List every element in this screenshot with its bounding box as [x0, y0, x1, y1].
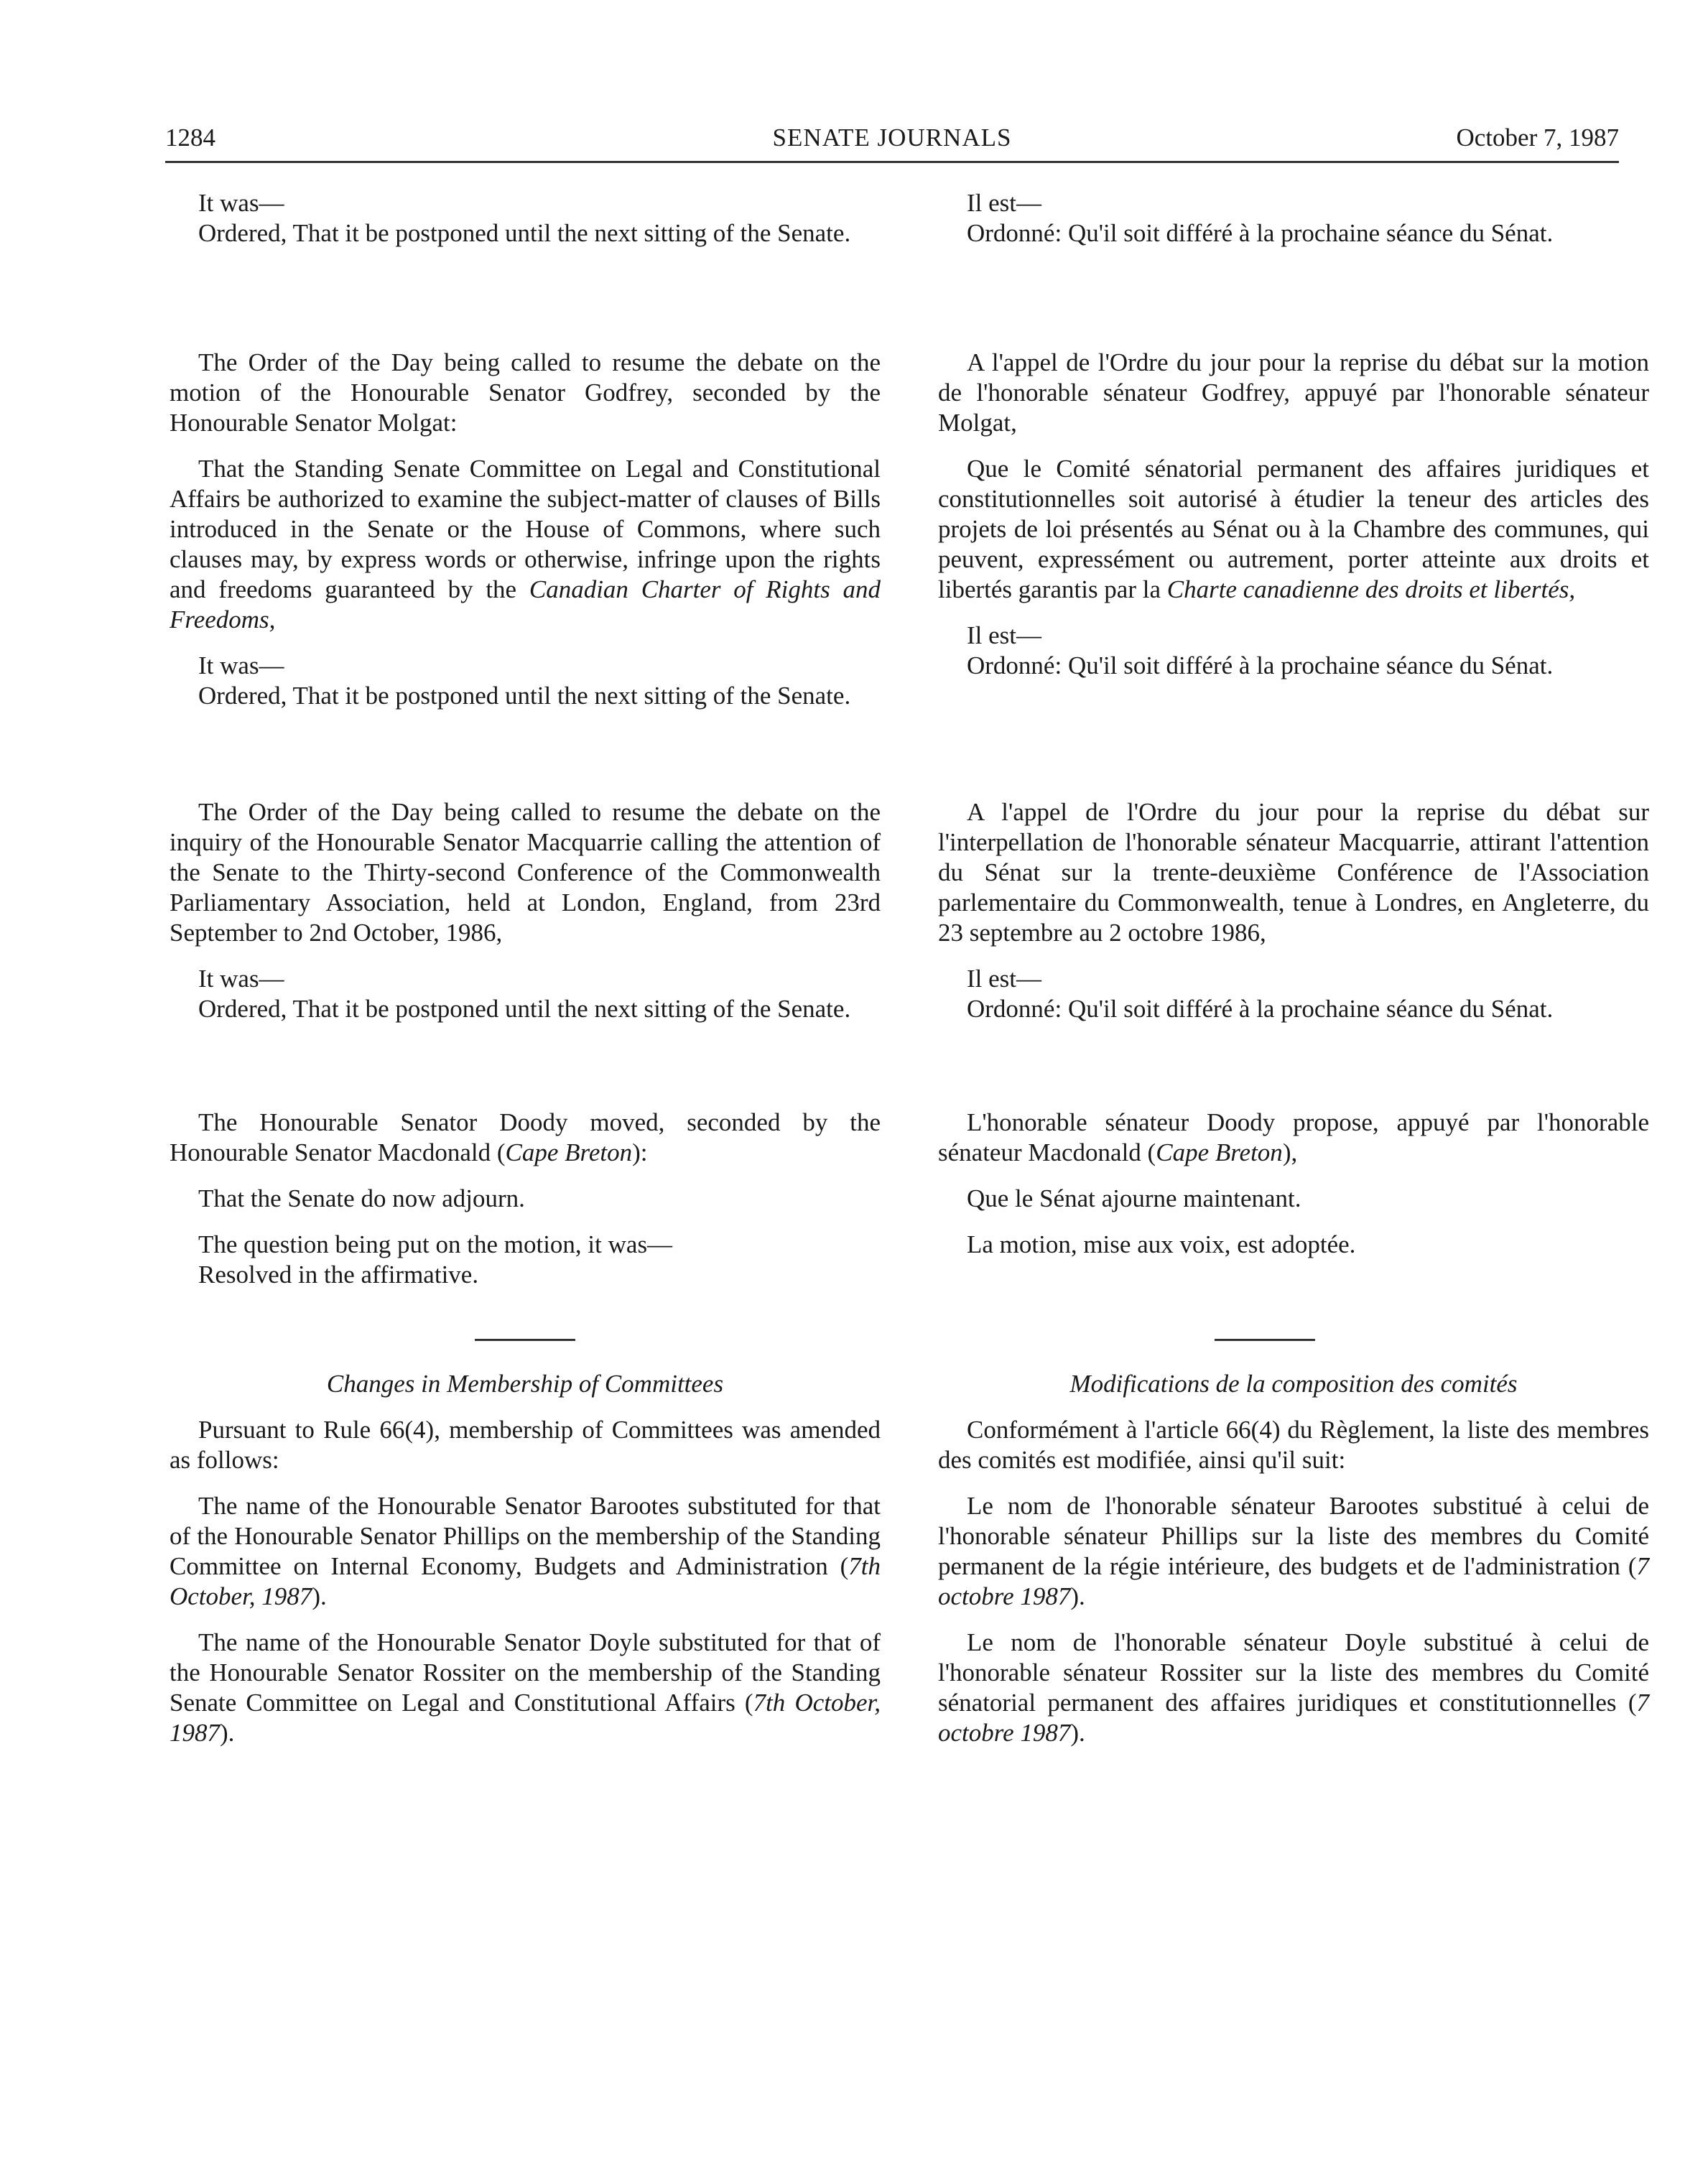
en-resolved: Resolved in the affirmative.	[198, 1261, 479, 1289]
fr-ordonne: Ordonné: Qu'il soit différé à la prochaine séance du Sénat.	[967, 995, 1554, 1023]
page-number: 1284	[165, 124, 215, 152]
en-doyle-change: The name of the Honourable Senator Doyle substituted for that of the Honourable Senator Rossiter on the membership of the Standing Senate Committee on Legal and Constitutional Affairs (7th October, 1987).	[170, 1628, 881, 1747]
fr-block-1	[938, 188, 1649, 249]
fr-membership-section	[938, 1369, 1649, 1748]
fr-barootes-change: Le nom de l'honorable sénateur Barootes substitué à celui de l'honorable sénateur Phillips sur la liste des membres du Comité permanent de la régie intérieure, des budgets et de l'administration (7 octobre 1987).	[938, 1492, 1649, 1610]
fr-motion-adoptee: La motion, mise aux voix, est adoptée.	[967, 1230, 1356, 1258]
en-barootes-change: The name of the Honourable Senator Barootes substituted for that of the Honourable Senator Phillips on the membership of the Standing Committee on Internal Economy, Budgets and Administration (7th October, 1987).	[170, 1492, 881, 1610]
fr-charter-title: Charte canadienne des droits et libertés,	[1166, 575, 1576, 603]
fr-appel-macquarrie: A l'appel de l'Ordre du jour pour la reprise du débat sur l'interpellation de l'honorable sénateur Macquarrie, attirant l'attention du Sénat sur la trente-deuxième Conférence de l'Association parlementaire du Commonwealth, tenue à Londres, en Angleterre, du 23 septembre au 2 octobre 1986,	[938, 798, 1649, 947]
en-block-2	[170, 348, 881, 711]
fr-article-66: Conformément à l'article 66(4) du Règlement, la liste des membres des comités est modifiée, ainsi qu'il suit:	[938, 1416, 1649, 1474]
fr-motion-text: Que le Comité sénatorial permanent des affaires juridiques et constitutionnelles soit autorisé à étudier la teneur des articles des projets de loi présentés au Sénat ou à la Chambre des communes, qui peuvent, expressément ou autrement, porter atteinte aux droits et libertés garantis par la Charte canadienne des droits et libertés,	[938, 455, 1649, 603]
en-rule-66: Pursuant to Rule 66(4), membership of Committees was amended as follows:	[170, 1416, 881, 1474]
en-question-put: The question being put on the motion, it was—	[198, 1230, 673, 1258]
en-it-was: It was—	[198, 965, 284, 993]
en-it-was: It was—	[198, 189, 284, 217]
fr-il-est: Il est—	[967, 621, 1042, 649]
fr-doody-motion: L'honorable sénateur Doody propose, appuyé par l'honorable sénateur Macdonald (Cape Breton),	[938, 1108, 1649, 1166]
fr-il-est: Il est—	[967, 965, 1042, 993]
fr-doyle-change: Le nom de l'honorable sénateur Doyle substitué à celui de l'honorable sénateur Rossiter sur la liste des membres du Comité sénatorial permanent des affaires juridiques et constitutionnelles (7 octobre 1987).	[938, 1628, 1649, 1747]
en-it-was: It was—	[198, 651, 284, 679]
en-adjourn: That the Senate do now adjourn.	[198, 1184, 525, 1212]
en-block-1	[170, 188, 881, 249]
fr-block-3	[938, 797, 1649, 1024]
en-ordered: Ordered, That it be postponed until the next sitting of the Senate.	[198, 219, 851, 247]
en-block-3	[170, 797, 881, 1024]
en-doody-motion: The Honourable Senator Doody moved, seconded by the Honourable Senator Macdonald (Cape Breton):	[170, 1108, 881, 1166]
en-order-of-day-macquarrie: The Order of the Day being called to resume the debate on the inquiry of the Honourable Senator Macquarrie calling the attention of the Senate to the Thirty-second Conference of the Commonwealth Parliamentary Association, held at London, England, from 23rd September to 2nd October, 1986,	[170, 798, 881, 947]
en-section-title: Changes in Membership of Committees	[326, 1370, 724, 1398]
en-motion-text: That the Standing Senate Committee on Legal and Constitutional Affairs be authorized to examine the subject-matter of clauses of Bills introduced in the Senate or the House of Commons, where such clauses may, by express words or otherwise, infringe upon the rights and freedoms guaranteed by the Canadian Charter of Rights and Freedoms,	[170, 455, 881, 634]
journal-date: October 7, 1987	[1456, 124, 1619, 152]
fr-ordonne: Ordonné: Qu'il soit différé à la prochaine séance du Sénat.	[967, 219, 1554, 247]
en-ordered: Ordered, That it be postponed until the next sitting of the Senate.	[198, 995, 851, 1023]
fr-block-2	[938, 348, 1649, 681]
fr-section-divider	[1215, 1339, 1315, 1341]
en-section-divider	[475, 1339, 575, 1341]
fr-ordonne: Ordonné: Qu'il soit différé à la prochaine séance du Sénat.	[967, 651, 1554, 679]
fr-section-title: Modifications de la composition des comités	[1069, 1370, 1518, 1398]
fr-appel-godfrey: A l'appel de l'Ordre du jour pour la reprise du débat sur la motion de l'honorable sénateur Godfrey, appuyé par l'honorable sénateur Molgat,	[938, 348, 1649, 437]
fr-block-4	[938, 1108, 1649, 1260]
en-order-of-day-godfrey: The Order of the Day being called to resume the debate on the motion of the Honourable Senator Godfrey, seconded by the Honourable Senator Molgat:	[170, 348, 881, 437]
fr-il-est: Il est—	[967, 189, 1042, 217]
en-ordered: Ordered, That it be postponed until the next sitting of the Senate.	[198, 682, 851, 710]
en-membership-section	[170, 1369, 881, 1748]
journal-title: SENATE JOURNALS	[772, 124, 1012, 152]
page-header	[165, 124, 1619, 163]
en-charter-title: Canadian Charter of Rights and Freedoms,	[170, 575, 881, 634]
fr-ajourne: Que le Sénat ajourne maintenant.	[967, 1184, 1301, 1212]
en-block-4	[170, 1108, 881, 1290]
